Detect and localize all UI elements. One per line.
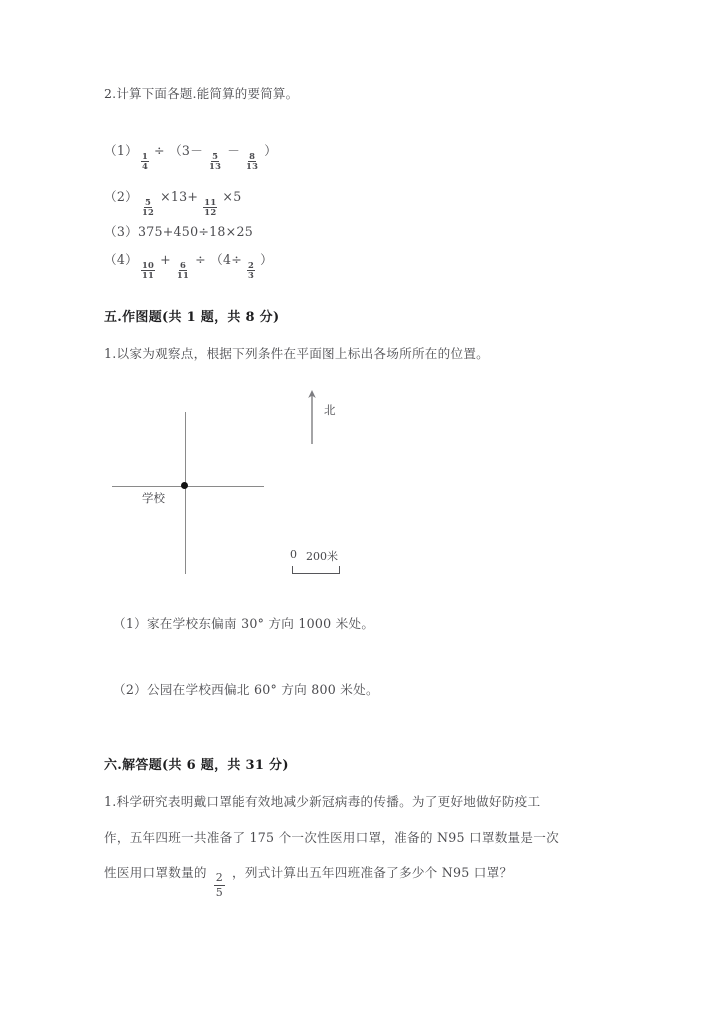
compute-item-4-op1: + (160, 252, 171, 267)
compute-item-3-label: （3） (104, 224, 138, 239)
fraction-10-11: $\frac{10}{11}$ (141, 259, 155, 281)
scale-rule-bracket (292, 566, 340, 574)
compute-item-2-op1: ×13+ (160, 189, 199, 204)
section-five-sub-question-2: （2）公园在学校西偏北 60° 方向 800 米处。 (113, 682, 379, 697)
compute-item-4 (104, 249, 275, 280)
section-six-line3-after: ，列式计算出五年四班准备了多少个 N95 口罩？ (232, 865, 513, 880)
compute-item-2-label: （2） (104, 189, 138, 204)
school-label: 学校 (142, 491, 165, 505)
compute-item-1-op2: － (227, 143, 241, 158)
section-five-question (104, 343, 489, 362)
compute-item-1 (104, 140, 279, 171)
compute-item-3-expression: 375+450÷18×25 (137, 224, 253, 239)
compute-item-4-label: （4） (104, 252, 138, 267)
fraction-1-4: $\frac{1}{4}$ (141, 150, 149, 172)
compute-item-2-op2: ×5 (222, 189, 242, 204)
fraction-11-12: $\frac{11}{12}$ (204, 196, 217, 218)
horizontal-axis-line (112, 486, 264, 487)
section-five-question-text: 以家为观察点，根据下列条件在平面图上标出各场所所在的位置。 (116, 346, 489, 361)
section-five-question-number: 1. (104, 346, 117, 361)
section-five-sub-question-1: （1）家在学校东偏南 30° 方向 1000 米处。 (113, 616, 375, 631)
compute-item-2 (104, 186, 243, 217)
compute-item-3 (104, 221, 253, 240)
section-six-question-line-2: 作，五年四班一共准备了 175 个一次性医用口罩，准备的 N95 口罩数量是一次 (104, 830, 559, 845)
map-scale-bar (290, 548, 400, 578)
fraction-2-3: $\frac{2}{3}$ (248, 259, 255, 281)
vertical-axis-line (185, 412, 186, 574)
fraction-5-12: $\frac{5}{12}$ (141, 196, 155, 218)
compute-item-1-close: ） (264, 143, 278, 158)
section-six-line3-before: 性医用口罩数量的 (104, 865, 207, 880)
section-six-question-line-3 (104, 862, 512, 898)
school-origin-dot (181, 482, 188, 489)
position-diagram (100, 380, 500, 580)
north-arrow-icon (305, 388, 319, 446)
section-six-question-line-1: 1.科学研究表明戴口罩能有效地减少新冠病毒的传播。为了更好地做好防疫工 (104, 794, 541, 809)
section-six-heading: 六.解答题(共 6 题，共 31 分) (104, 758, 289, 773)
fraction-5-13: $\frac{5}{13}$ (209, 150, 222, 172)
north-label: 北 (324, 403, 336, 417)
compute-item-4-close: ） (260, 252, 273, 267)
scale-distance-label: 200米 (306, 550, 338, 563)
compute-item-1-label: （1） (104, 143, 138, 158)
compute-item-1-op1: ÷ （3－ (154, 143, 204, 158)
compute-item-4-op2: ÷ （4÷ (195, 252, 243, 267)
compute-section-prompt: 2.计算下面各题.能简算的要简算。 (104, 86, 299, 101)
fraction-2-5: $\frac{2}{5}$ (215, 871, 223, 899)
fraction-6-11: $\frac{6}{11}$ (176, 259, 190, 281)
scale-zero-label: 0 (290, 548, 297, 561)
fraction-8-13: $\frac{8}{13}$ (246, 150, 259, 172)
section-five-heading: 五.作图题(共 1 题，共 8 分) (104, 310, 280, 325)
